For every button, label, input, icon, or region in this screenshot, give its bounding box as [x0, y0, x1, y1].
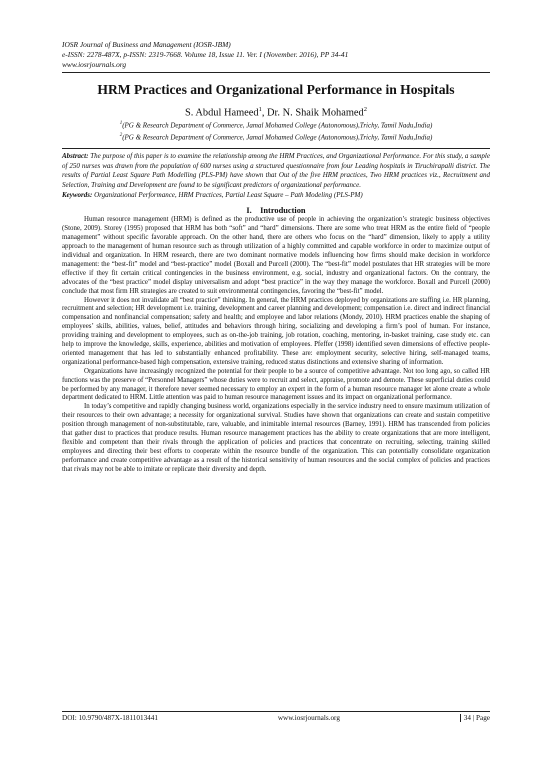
section-number: I.: [246, 206, 252, 216]
paragraph: Organizations have increasingly recognized the potential for their people to be a source of competitive advantage. Not too long ago, so called HR functions was the preserve of “Personnel Managers” whose duties were to recruit and select, appraise, promote and demote. These superficial duties could be performed by any manager, it therefore never seemed necessary to employ an expert in the form of a human resource manager let alone create a whole department dedicated to HRM. Little attention was paid to human resource management issues and its impact on organizational performance.: [62, 367, 490, 402]
footer-divider: [62, 711, 490, 712]
affiliation-text: (PG & Research Department of Commerce, Jamal Mohamed College (Autonomous),Trichy, Tamil Nadu,India): [122, 121, 433, 130]
keywords: [62, 191, 490, 200]
author-line: [62, 103, 490, 119]
author-separator: ,: [261, 107, 268, 119]
author-2: Dr. N. Shaik Mohamed: [267, 107, 364, 119]
journal-website: www.iosrjournals.org: [62, 60, 127, 69]
journal-name: IOSR Journal of Business and Management (IOSR-JBM): [62, 40, 231, 49]
section-title: Introduction: [260, 206, 306, 216]
section-heading: [62, 206, 490, 216]
paper-page: [62, 40, 490, 475]
footer-website: www.iosrjournals.org: [277, 714, 340, 722]
paragraph: Human resource management (HRM) is defined as the productive use of people in achieving the organization’s strategic business objectives (Stone, 2009). Storey (1995) proposed that HRM has both “soft” and “hard” dimensions. There are some who treat HRM as the entire field of “people management” without specific favorable approach. On the other hand, there are others who focus on the “hard” dimension, likely to apply a utility approach to the management of human resource such as through utilization of a highly committed and capable workforce in order to maximize output of individual and organization. In HRM research, there are two dominant normative models influencing how firms should make decision in workforce management: the “best-fit” model and “best-practice” model (Boxall and Purcell (2000). The “best-fit” model postulates that HR strategies will be more effective if they fit certain critical contingencies in the business environment, e.g. social, industry and organizational factors. On the contrary, the advocates of the “best practice” model display universalism and adopt “best practice” in the way they manage the workforce. Boxall and Purcell (2000) conclude that most firm HR strategies are created to suit environmental contingencies, favoring the “best-fit” model.: [62, 216, 490, 295]
affiliation-mark: 2: [119, 133, 123, 139]
footer-page-number: 34 | Page: [460, 714, 490, 722]
author-2-affiliation-mark: 2: [363, 106, 367, 113]
footer-doi: DOI: 10.9790/487X-1811013441: [62, 714, 158, 722]
affiliation-1: [62, 119, 490, 131]
abstract-label: Abstract:: [62, 152, 89, 161]
journal-header: [62, 40, 490, 70]
affiliation-text: (PG & Research Department of Commerce, Jamal Mohamed College (Autonomous),Trichy, Tamil Nadu,India): [122, 133, 433, 142]
author-1-affiliation-mark: 1: [258, 106, 262, 113]
affiliation-mark: 1: [119, 121, 123, 127]
journal-issn: e-ISSN: 2278-487X, p-ISSN: 2319-7668. Volume 18, Issue 11. Ver. I (November. 2016), PP 34-41: [62, 50, 349, 59]
abstract: [62, 152, 490, 190]
page-footer: [62, 714, 490, 722]
keywords-text: Organizational Performance, HRM Practices, Partial Least Square – Path Modeling (PLS-PM): [92, 190, 363, 199]
affiliation-2: [62, 131, 490, 143]
paragraph: However it does not invalidate all “best practice” thinking. In general, the HRM practices deployed by organizations are staffing i.e. HR planning, recruitment and selection; HR development i.e. training, development and career planning and development; compensation i.e. direct and indirect financial compensation and nonfinancial compensation; safety and health; and employee and labor relations (Mondy, 2010). HRM practices enable the shaping of employees’ skills, abilities, values, belief, attitudes and behaviors through hiring, socializing and developing a firm’s pool of human. For instance, providing training and development to employees, such as on-the-job training, job rotation, coaching, mentoring, in-basket training, case study etc. can help to improve the knowledge, skills, experience, abilities and motivation of employees. Pfeffer (1998) identified seven dimensions of effective people-oriented management that has led to substantially enhanced profitability. These are: employment security, selective hiring, self-managed teams, organizational performance-based high compensation, extensive training, reduced status distinctions and extensive sharing of information.: [62, 296, 490, 366]
author-1: S. Abdul Hameed: [185, 107, 259, 119]
abstract-text: The purpose of this paper is to examine the relationship among the HRM Practices, and Organizational Performance. For this study, a sample of 250 nurses was drawn from the population of 600 nurses using a structured questionnaire from four Leading hospitals in Tiruchirapalli district. The results of Partial Least Square Path Modelling (PLS-PM) have shown that Out of the five HRM practices, Two HRM practices viz., Recruitment and Selection, Training and Development are found to be significant predictors of organizational performance.: [62, 152, 490, 189]
paragraph: In today’s competitive and rapidly changing business world, organizations especially in the service industry need to ensure maximum utilization of their resources to their own advantage; a necessity for organizational survival. Studies have shown that organizations can create and sustain competitive position through management of non-substitutable, rare, valuable, and inimitable internal resources (Barney, 1991). HRM has transcended from policies that gather dust to practices that produce results. Human resource management practices has the ability to create organizations that are more intelligent, flexible and competent than their rivals through the application of policies and practices that concentrate on recruiting, selecting, training skilled employees and directing their best efforts to cooperate within the resource bundle of the organization. This can potentially consolidate organization performance and create competitive advantage as a result of the historical sensitivity of human resources and the social complex of policies and practices that rivals may not be able to imitate or replicate their diversity and depth.: [62, 403, 490, 473]
keywords-label: Keywords:: [62, 190, 93, 199]
abstract-divider: [62, 148, 490, 149]
header-divider: [62, 72, 490, 73]
paper-title: HRM Practices and Organizational Performance in Hospitals: [97, 82, 455, 97]
